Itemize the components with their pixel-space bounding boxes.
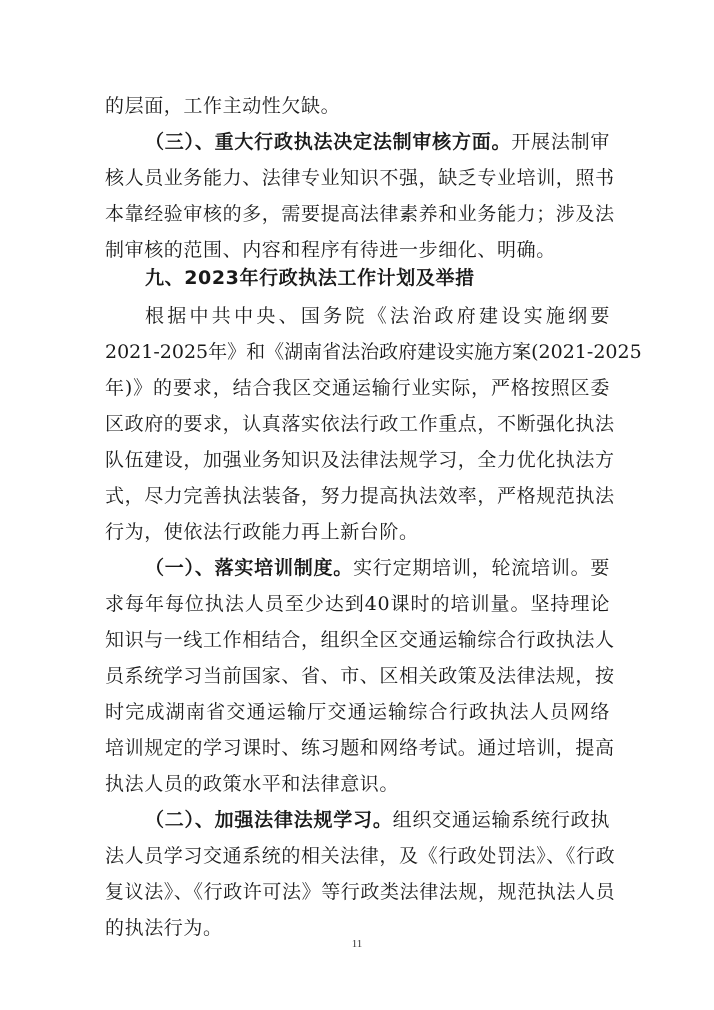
text-line: 根据中共中央、国务院《法治政府建设实施纲要 [145,305,610,327]
text-line: 求每年每位执法人员至少达到40课时的培训量。坚持理论 [105,593,610,615]
text-line: 队伍建设，加强业务知识及法律法规学习，全力优化执法方 [105,449,615,471]
text-line: 区政府的要求，认真落实依法行政工作重点，不断强化执法 [105,413,615,435]
page-number: 11 [351,938,363,950]
text-line [145,804,610,836]
section-lead: （三）、重大行政执法决定法制审核方面。 [145,131,512,153]
text-line: 的执法行为。 [105,917,223,939]
section-lead: （二）、加强法律法规学习。 [145,809,393,831]
text-line: 的层面，工作主动性欠缺。 [105,95,341,117]
text-line: 知识与一线工作相结合，组织全区交通运输综合行政执法人 [105,629,615,651]
text-run: 实行定期培训，轮流培训。要 [353,557,610,579]
text-line: 复议法》、《行政许可法》等行政类法律法规，规范执法人员 [105,881,616,903]
section-lead: （一）、落实培训制度。 [145,557,354,579]
text-line: 2021-2025年》和《湖南省法治政府建设实施方案(2021-2025 [105,341,642,363]
text-line: 员系统学习当前国家、省、市、区相关政策及法律法规，按 [105,665,615,687]
text-line [145,126,610,158]
text-line: 制审核的范围、内容和程序有待进一步细化、明确。 [105,239,556,261]
text-line: 时完成湖南省交通运输厅交通运输综合行政执法人员网络 [105,701,610,723]
text-run: 组织交通运输系统行政执 [392,809,610,831]
text-run: 开展法制审 [511,131,610,153]
text-line: 核人员业务能力、法律专业知识不强，缺乏专业培训，照书 [105,167,615,189]
text-line: 法人员学习交通系统的相关法律，及《行政处罚法》、《行政 [105,845,616,867]
text-line: 培训规定的学习课时、练习题和网络考试。通过培训，提高 [105,737,615,759]
text-line: 本靠经验审核的多，需要提高法律素养和业务能力；涉及法 [105,203,615,225]
text-line: 执法人员的政策水平和法律意识。 [105,773,400,795]
text-line: 式，尽力完善执法装备，努力提高执法效率，严格规范执法 [105,485,615,507]
section-heading: 九、2023年行政执法工作计划及举措 [145,267,475,289]
text-line: 行为，使依法行政能力再上新台阶。 [105,521,419,543]
text-line: 年)》的要求，结合我区交通运输行业实际，严格按照区委 [105,377,610,399]
text-line [145,552,610,584]
